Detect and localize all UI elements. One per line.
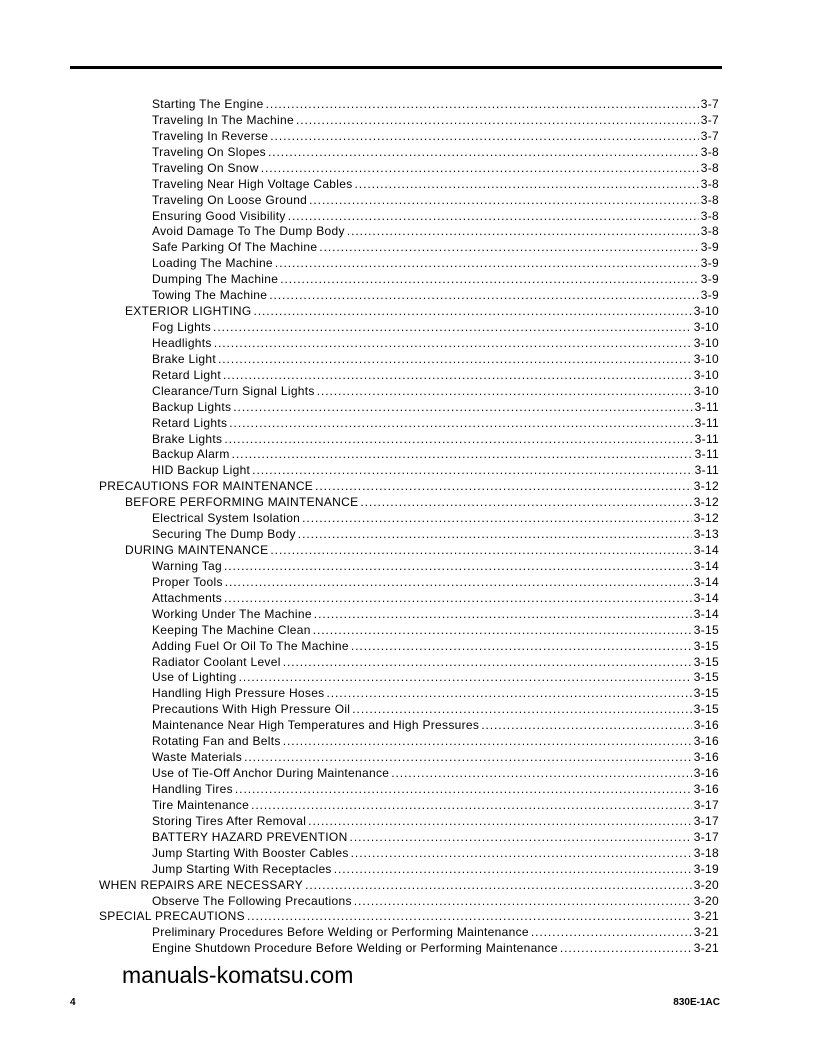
toc-entry[interactable] [152,718,719,734]
toc-entry-page: 3-10 [693,304,719,319]
dot-leader [351,639,692,653]
toc-entry-page: 3-14 [693,606,719,621]
toc-entry-title: Fog Lights [152,320,212,335]
toc-entry[interactable] [152,336,719,352]
toc-entry[interactable] [152,814,719,830]
dot-leader [334,862,692,876]
dot-leader [218,352,692,366]
toc-entry-title: WHEN REPAIRS ARE NECESSARY [99,877,304,892]
toc-entry-page: 3-8 [700,176,719,191]
toc-entry[interactable] [125,495,719,511]
toc-entry-title: Traveling Near High Voltage Cables [152,176,353,191]
toc-entry-title: Jump Starting With Booster Cables [152,845,349,860]
toc-entry[interactable] [152,670,719,686]
dot-leader [481,718,692,732]
toc-entry-page: 3-11 [694,431,719,446]
toc-entry-page: 3-16 [693,750,719,765]
dot-leader [317,384,692,398]
toc-entry-page: 3-13 [693,527,719,542]
toc-entry-page: 3-17 [693,813,719,828]
toc-entry-page: 3-15 [693,622,719,637]
toc-entry-page: 3-19 [693,861,719,876]
dot-leader [288,209,699,223]
toc-entry-page: 3-17 [693,829,719,844]
toc-entry-title: Traveling In Reverse [152,128,269,143]
toc-entry-title: Waste Materials [152,750,243,765]
dot-leader [352,702,692,716]
dot-leader [347,224,699,238]
toc-entry-title: Traveling On Snow [152,160,259,175]
dot-leader [351,846,692,860]
toc-entry-title: Jump Starting With Receptacles [152,861,332,876]
toc-entry-page: 3-11 [694,415,719,430]
toc-entry[interactable] [152,862,719,878]
toc-entry[interactable] [152,607,719,623]
toc-entry[interactable] [152,798,719,814]
toc-entry-page: 3-7 [700,112,719,127]
toc-entry-page: 3-14 [693,590,719,605]
toc-entry-title: Safe Parking Of The Machine [152,240,318,255]
dot-leader [214,336,692,350]
toc-entry-page: 3-10 [693,351,719,366]
toc-entry-title: Warning Tag [152,558,223,573]
toc-entry[interactable] [152,320,719,336]
toc-entry-title: Keeping The Machine Clean [152,622,311,637]
toc-entry-title: Loading The Machine [152,256,273,271]
toc-entry[interactable] [152,591,719,607]
toc-entry-page: 3-15 [693,654,719,669]
toc-entry-page: 3-10 [693,383,719,398]
dot-leader [391,766,692,780]
toc-entry-page: 3-12 [693,479,719,494]
dot-leader [560,941,692,955]
dot-leader [308,814,692,828]
toc-entry-title: Storing Tires After Removal [152,813,307,828]
dot-leader [314,607,692,621]
toc-entry-page: 3-14 [693,543,719,558]
toc-entry-page: 3-9 [700,288,719,303]
dot-leader [283,655,692,669]
toc-entry[interactable] [152,384,719,400]
toc-entry-page: 3-8 [700,224,719,239]
toc-entry[interactable] [152,447,719,463]
dot-leader [360,495,691,509]
toc-entry-page: 3-8 [700,160,719,175]
toc-entry[interactable] [99,909,719,925]
toc-entry-title: Working Under The Machine [152,606,312,621]
toc-entry-title: Handling Tires [152,781,233,796]
dot-leader [229,416,692,430]
toc-entry-title: BATTERY HAZARD PREVENTION [152,829,348,844]
toc-entry[interactable] [152,400,719,416]
toc-entry-page: 3-9 [700,256,719,271]
toc-entry-title: Retard Lights [152,415,228,430]
toc-entry-title: Dumping The Machine [152,272,279,287]
toc-entry[interactable] [152,655,719,671]
toc-entry-title: Radiator Coolant Level [152,654,281,669]
dot-leader [269,288,699,302]
toc-entry-page: 3-12 [693,511,719,526]
toc-entry-title: Proper Tools [152,574,223,589]
toc-entry-page: 3-10 [693,367,719,382]
dot-leader [251,798,692,812]
toc-entry-title: Use of Lighting [152,670,237,685]
toc-entry[interactable] [152,97,719,113]
toc-entry-title: Attachments [152,590,222,605]
toc-entry[interactable] [152,782,719,798]
toc-entry[interactable] [152,925,719,941]
dot-leader [270,129,698,143]
toc-entry[interactable] [152,145,719,161]
toc-entry-page: 3-14 [693,558,719,573]
toc-entry-title: Tire Maintenance [152,797,250,812]
dot-leader [247,909,692,923]
toc-entry-page: 3-21 [693,909,719,924]
toc-entry[interactable] [152,209,719,225]
toc-entry-page: 3-7 [700,97,719,111]
dot-leader [302,511,692,525]
dot-leader [239,670,692,684]
toc-entry[interactable] [152,463,719,479]
toc-entry-title: Preliminary Procedures Before Welding or Performing Maintenance [152,925,529,940]
toc-entry-title: Engine Shutdown Procedure Before Welding or Performing Maintenance [152,941,558,956]
toc-entry[interactable] [152,161,719,177]
toc-entry[interactable] [152,511,719,527]
toc-entry[interactable] [152,846,719,862]
toc-entry[interactable] [152,240,719,256]
dot-leader [224,591,692,605]
toc-entry[interactable] [152,288,719,304]
dot-leader [531,925,692,939]
toc-entry-page: 3-9 [700,272,719,287]
toc-entry-page: 3-11 [694,399,719,414]
toc-entry-title: Starting The Engine [152,97,264,111]
toc-entry-title: SPECIAL PRECAUTIONS [99,909,245,924]
toc-entry-page: 3-10 [693,320,719,335]
dot-leader [280,272,699,286]
toc-entry-title: PRECAUTIONS FOR MAINTENANCE [99,479,314,494]
toc-entry-page: 3-12 [693,495,719,510]
watermark: manuals-komatsu.com [122,962,354,988]
dot-leader [298,527,692,541]
dot-leader [296,113,699,127]
toc-entry-page: 3-11 [694,447,719,462]
toc-entry-page: 3-15 [693,638,719,653]
toc-entry[interactable] [152,941,719,957]
toc-entry[interactable] [152,639,719,655]
toc-entry[interactable] [152,686,719,702]
toc-entry-title: Brake Lights [152,431,223,446]
toc-entry[interactable] [152,113,719,129]
dot-leader [252,463,692,477]
toc-entry[interactable] [152,527,719,543]
toc-entry[interactable] [152,193,719,209]
dot-leader [261,161,699,175]
toc-entry[interactable] [152,129,719,145]
toc-entry[interactable] [152,559,719,575]
toc-entry-page: 3-15 [693,670,719,685]
toc-entry-page: 3-11 [694,463,719,478]
dot-leader [223,368,692,382]
toc-entry[interactable] [125,543,719,559]
toc-entry-page: 3-18 [693,845,719,860]
toc-entry-title: Electrical System Isolation [152,511,301,526]
dot-leader [224,432,692,446]
toc-entry[interactable] [152,575,719,591]
dot-leader [253,304,691,318]
dot-leader [313,623,692,637]
toc-entry-page: 3-7 [700,128,719,143]
toc-entry[interactable] [152,702,719,718]
dot-leader [350,830,692,844]
toc-entry-title: DURING MAINTENANCE [125,543,269,558]
toc-entry-page: 3-16 [693,718,719,733]
toc-entry[interactable] [152,224,719,240]
toc-entry-title: Use of Tie-Off Anchor During Maintenance [152,766,390,781]
toc-entry-title: Handling High Pressure Hoses [152,686,325,701]
toc-entry-page: 3-16 [693,766,719,781]
dot-leader [233,400,692,414]
toc-entry[interactable] [152,272,719,288]
toc-entry[interactable] [152,256,719,272]
toc-entry[interactable] [99,479,719,495]
dot-leader [319,240,698,254]
dot-leader [268,145,699,159]
toc-entry-page: 3-9 [700,240,719,255]
toc-entry-title: Clearance/Turn Signal Lights [152,383,315,398]
dot-leader [235,782,692,796]
toc-entry-title: Maintenance Near High Temperatures and High Pressures [152,718,480,733]
toc-entry-title: Ensuring Good Visibility [152,208,286,223]
toc-entry[interactable] [152,894,719,910]
dot-leader [283,734,692,748]
dot-leader [315,479,692,493]
toc-entry-title: Traveling On Slopes [152,144,266,159]
toc-entry-page: 3-17 [693,797,719,812]
dot-leader [275,256,699,270]
toc-entry[interactable] [152,766,719,782]
toc-entry-title: BEFORE PERFORMING MAINTENANCE [125,495,359,510]
dot-leader [354,894,692,908]
toc-entry-title: Avoid Damage To The Dump Body [152,224,345,239]
toc-entry-page: 3-8 [700,192,719,207]
toc-entry[interactable] [152,623,719,639]
toc-entry[interactable] [152,734,719,750]
toc-entry-page: 3-15 [693,702,719,717]
toc-entry-title: Backup Alarm [152,447,230,462]
toc-entry[interactable] [125,304,719,320]
dot-leader [266,97,699,111]
footer-doc-code: 830E-1AC [673,997,720,1008]
toc-entry[interactable] [152,368,719,384]
toc-entry-title: HID Backup Light [152,463,251,478]
toc-entry-title: Traveling In The Machine [152,112,294,127]
toc-entry-page: 3-10 [693,335,719,350]
dot-leader [326,686,691,700]
toc-entry-title: Traveling On Loose Ground [152,192,308,207]
footer-page-number: 4 [70,997,76,1008]
toc-entry-title: EXTERIOR LIGHTING [125,304,252,319]
toc-entry-page: 3-14 [693,574,719,589]
dot-leader [225,575,692,589]
toc-entry-page: 3-8 [700,208,719,223]
toc-entry-title: Backup Lights [152,399,232,414]
toc-entry-title: Headlights [152,335,212,350]
toc-entry-title: Precautions With High Pressure Oil [152,702,351,717]
toc-entry-title: Towing The Machine [152,288,268,303]
toc-entry[interactable] [152,177,719,193]
toc-entry-page: 3-16 [693,734,719,749]
toc-entry[interactable] [152,750,719,766]
toc-entry-page: 3-16 [693,781,719,796]
dot-leader [224,559,692,573]
toc-entry-title: Retard Light [152,367,221,382]
toc-entry[interactable] [99,878,719,894]
toc-entry[interactable] [152,830,719,846]
dot-leader [355,177,699,191]
dot-leader [213,320,692,334]
dot-leader [305,878,692,892]
dot-leader [244,750,692,764]
toc-entry-page: 3-15 [693,686,719,701]
toc-entry-title: Rotating Fan and Belts [152,734,281,749]
toc-entry-page: 3-21 [693,941,719,956]
toc-entry-page: 3-21 [693,925,719,940]
toc-entry[interactable] [152,352,719,368]
toc-entry-title: Securing The Dump Body [152,527,296,542]
dot-leader [309,193,699,207]
dot-leader [270,543,691,557]
toc-entry[interactable] [152,416,719,432]
header-rule [70,66,722,69]
toc-entry-page: 3-20 [693,893,719,908]
toc-entry-title: Adding Fuel Or Oil To The Machine [152,638,349,653]
toc-entry[interactable] [152,432,719,448]
toc-entry-page: 3-8 [700,144,719,159]
toc-entry-title: Brake Light [152,351,217,366]
dot-leader [232,447,693,461]
toc-entry-title: Observe The Following Precautions [152,893,352,908]
toc-entry-page: 3-20 [693,877,719,892]
